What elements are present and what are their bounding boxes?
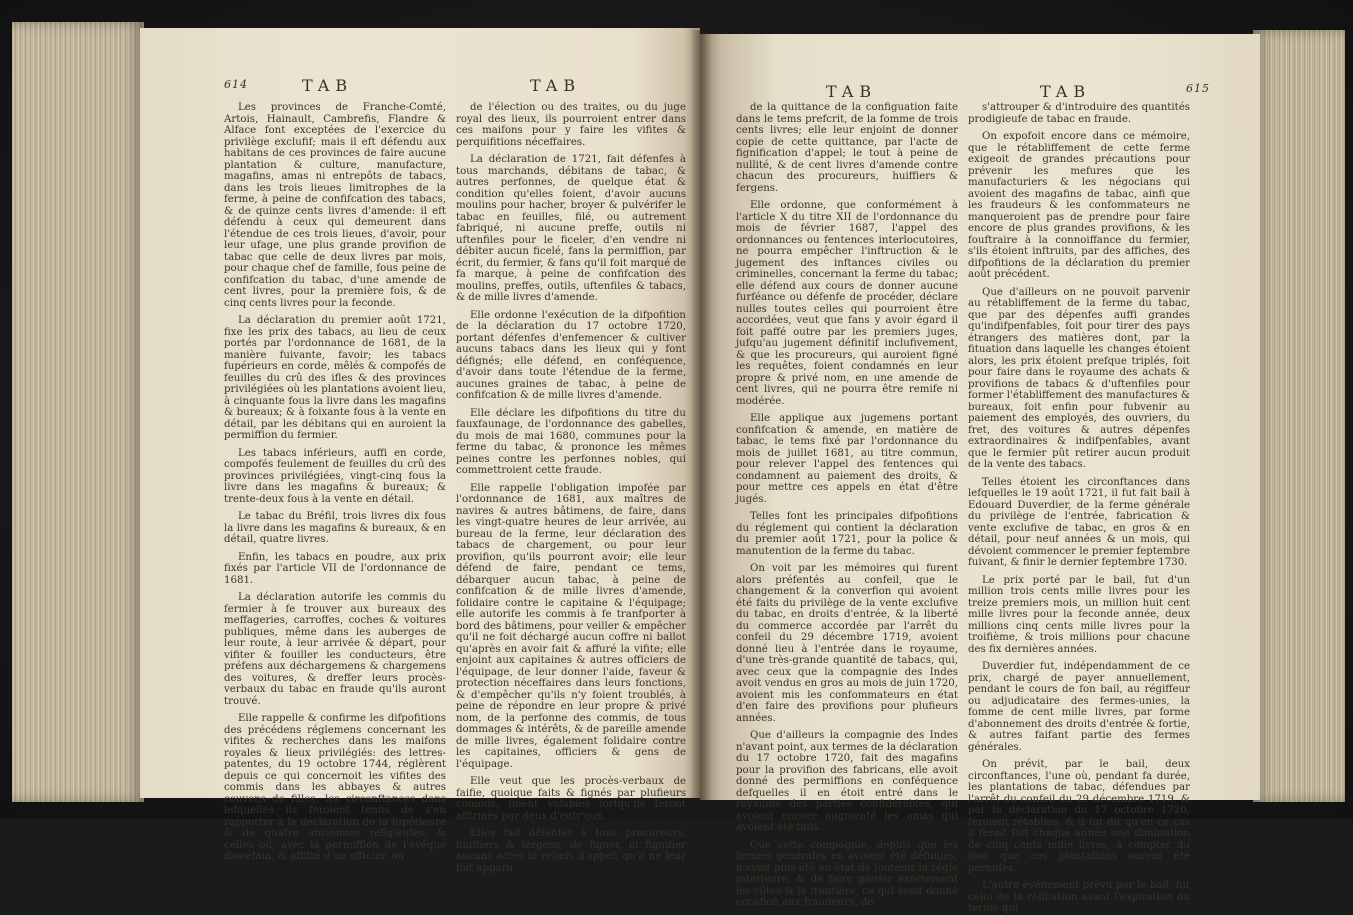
right-header-word-col1: TAB — [826, 82, 878, 101]
paragraph: Elle ordonne l'exécution de la difpofition de la déclaration du 17 octobre 1720, portant défenfes d'enfemencer & cultiver aucuns tabacs dans les lieux qui y font défignés; elle défend, en conféquence, d'avoir dans toute l'étendue de la ferme, aucunes graines de tabac, à peine de confifcation & de mille livres d'amende. — [456, 309, 686, 401]
paragraph: Le prix porté par le bail, fut d'un million trois cents mille livres pour les treize premiers mois, un million huit cent mille livres pour la feconde année, deux millions cinq cents mille livres pour la troifième, & trois millions pour chacune des fix dernières années. — [968, 574, 1190, 655]
left-header-word-col2: TAB — [530, 76, 582, 95]
right-page-number: 615 — [1186, 82, 1210, 95]
right-header-word-col2: TAB — [1040, 82, 1092, 101]
paragraph: L'autre événement prévu par le bail, fut celui de la réfiliation avant l'expiration du terme qui — [968, 880, 1190, 914]
left-page-number: 614 — [224, 78, 248, 91]
paragraph: On prévit, par le bail, deux circonftances, l'une où, pendant fa durée, les plantations de tabac, défendues par l'arrêt du confeil du 29 décembre 1719, & par la déclaration du 17 octobre 1720, feroient rétablies, & il fut dit qu'en ce cas il feroit fait chaque année une diminution de cinq cents mille livres, à compter du jour que ces plantations auront été permifes. — [968, 759, 1190, 874]
paragraph: Elle rappelle l'obligation impofée par l'ordonnance de 1681, aux maîtres de navires & autres bâtimens, de faire, dans les vingt-quatre heures de leur arrivée, au bureau de la ferme, leur déclaration des tabacs de chargement, ou pour leur provifion, qu'ils pourront avoir; elle leur défend de faire, pendant ce tems, débarquer aucun tabac, à peine de confifcation & de mille livres d'amende, folidaire contre le capitaine & l'équipage; elle autorife les commis à fe tranfporter à bord des bâtimens, pour veiller & empêcher qu'il ne foit déchargé aucun coffre ni ballot qu'après en avoir fait & affuré la vifite; elle enjoint aux capitaines & autres officiers de l'équipage, de leur donner l'aide, faveur & protection néceffaires dans leurs fonctions, & d'empêcher qu'ils n'y foient troublés, à peine de répondre en leur propre & privé nom, de la perfonne des commis, de tous dommages & intérêts, & de pareille amende de mille livres, également folidaire contre les capitaines, officiers & gens de l'équipage. — [456, 482, 686, 770]
right-page — [700, 34, 1260, 914]
paragraph: Elle veut que les procès-verbaux de faifie, quoique faits & fignés par plufieurs commis, foient valables lorfqu'ils feront affirmés par deux d'entr'eux. — [456, 776, 686, 822]
paragraph: de l'élection ou des traites, ou du juge royal des lieux, ils pourroient entrer dans ces maifons pour y faire les vifites & perquifitions néceffaires. — [456, 102, 686, 148]
left-header-word-col1: TAB — [302, 76, 354, 95]
left-page-column-1 — [224, 102, 446, 862]
paragraph: Que d'ailleurs on ne pouvoit parvenir au rétabliffement de la ferme du tabac, que par des dépenfes auffi grandes qu'indifpenfables, foit pour tirer des pays étrangers des matières dont, par la fituation dans laquelle les changes étoient alors, les prix étoient prefque triplés, foit pour faire dans le royaume des achats & provifions de tabacs & d'uftenfiles pour former l'établiffement des manufactures & bureaux, foit enfin pour fubvenir au paiement des employés, des ouvriers, du fret, des voitures & autres dépenfes extraordinaires & indifpenfables, avant que le fermier pût retirer aucun produit de la vente des tabacs. — [968, 286, 1190, 470]
paragraph: Elles fait défenfes à tous procureurs, huiffiers & fergens, de figner, ni fignifier aucuns actes ni reliefs d'appel, qu'il ne leur foit apparu — [456, 828, 686, 874]
paragraph: On expofoit encore dans ce mémoire, que le rétabliffement de cette ferme exigeoit de grandes précautions pour prévenir les mefures que les manufacturiers & les négocians qui avoient des magafins de tabac, ainfi que les fraudeurs & les confommateurs ne manqueroient pas de prendre pour faire encore de plus grandes provifions, & les fouftraire à la connoiffance du fermier, s'ils étoient inftruits, par des affiches, des difpofitions de la déclaration du premier août précédent. — [968, 131, 1190, 280]
paragraph: de la quittance de la configuation faite dans le tems prefcrit, de la fomme de trois cents livres; elle leur enjoint de donner copie de cette quittance, par l'acte de fignification d'appel; le tout à peine de nullité, & de cent livres d'amende contre chacun des procureurs, huiffiers & fergens. — [736, 102, 958, 194]
left-page-column-2 — [456, 102, 686, 874]
paragraph: La déclaration de 1721, fait défenfes à tous marchands, débitans de tabac, & autres perfonnes, de quelque état & condition qu'elles foient, d'avoir aucuns moulins pour hacher, broyer & pulvérifer le tabac en feuilles, filé, ou autrement fabriqué, ni aucune preffe, outils ni uftenfiles pour le ficeler, d'en vendre ni débiter aucun ficelé, fans la permiffion, par écrit, du fermier, & fans qu'il foit marqué de fa marque, à peine de confifcation des moulins, preffes, outils, uftenfiles & tabacs, & de mille livres d'amende. — [456, 154, 686, 303]
left-page-edges — [12, 22, 144, 802]
paragraph: Enfin, les tabacs en poudre, aux prix fixés par l'article VII de l'ordonnance de 1681. — [224, 551, 446, 586]
paragraph: Les tabacs inférieurs, auffi en corde, compofés feulement de feuilles du crû des provinces privilégiées, vingt-cinq fous la livre dans les magafins & bureaux; & trente-deux fous à la vente en détail. — [224, 447, 446, 505]
left-page — [140, 28, 700, 874]
paragraph: Elle déclare les difpofitions du titre du fauxfaunage, de l'ordonnance des gabelles, du mois de mai 1680, communes pour la ferme du tabac, & prononce les mêmes peines contre les perfonnes nobles, qui commettroient cette fraude. — [456, 407, 686, 476]
paragraph: Elle applique aux jugemens portant confifcation & amende, en matière de tabac, le tems fixé par l'ordonnance du mois de juillet 1681, au titre commun, pour relever l'appel des fentences qui condamnent au paiement des droits, & pour mettre ces appels en état d'être jugés. — [736, 413, 958, 505]
right-page-column-1 — [736, 102, 958, 908]
paragraph: Le tabac du Bréfil, trois livres dix fous la livre dans les magafins & bureaux, & en détail, quatre livres. — [224, 511, 446, 545]
left-page-header — [224, 76, 694, 100]
paragraph: s'attrouper & d'introduire des quantités prodigieufe de tabac en fraude. — [968, 102, 1190, 125]
paragraph: La déclaration autorife les commis du fermier à fe trouver aux bureaux des meffageries, carroffes, coches & voitures publiques, même dans les auberges de leur route, à leur arrivée & départ, pour vifiter & fouiller les conducteurs, être préfens aux déchargemens & chargemens des voitures, & dreffer leurs procès-verbaux du tabac en fraude qu'ils auront trouvé. — [224, 592, 446, 707]
paragraph: Que d'ailleurs la compagnie des Indes n'avant point, aux termes de la déclaration du 17 octobre 1720, fait des magafins pour la provifion des fabricans, elle avoit donné des permiffions en conféquence defquelles il en étoit entré dans le royaume des parties confidérables, qui avoient encore augmenté les amas qui avoient été faits. — [736, 730, 958, 833]
paragraph: Duverdier fut, indépendamment de ce prix, chargé de payer annuellement, pendant le cours de fon bail, au régiffeur ou adjudicataire des fermes-unies, la fomme de cent mille livres, par forme d'abonnement des droits d'entrée & fortie, & autres faifant partie des fermes générales. — [968, 661, 1190, 753]
paragraph: Que cette compagnie, depuis que les fermes générales en avoient été défunies, n'avoit plus été en état de foutenir la régie intérieure, & de faire garder exactement les côtes & la frontière, ce qui avoit donné occafion aux fraudeurs, de — [736, 839, 958, 908]
right-page-edges — [1253, 30, 1345, 802]
paragraph: On voit par les mémoires qui furent alors préfentés au confeil, que le changement & la converfion qui avoient été faits du privilège de la vente exclufive du tabac, en droits d'entrée, & la liberté du commerce accordée par l'arrêt du confeil du 29 décembre 1719, avoient donné lieu à l'entrée dans le royaume, d'une très-grande quantité de tabacs, qui, avec ceux que la compagnie des Indes avoit vendus en gros au mois de juin 1720, avoient mis les confommateurs en état d'en faire des provifions pour plufieurs années. — [736, 563, 958, 724]
paragraph: Elle ordonne, que conformément à l'article X du titre XII de l'ordonnance du mois de février 1687, l'appel des ordonnances ou fentences interlocutoires, ne pourra empêcher l'inftruction & le jugement des inftances civiles ou criminelles, concernant la ferme du tabac; elle défend aux cours de donner aucune furféance ou défenfe de procéder, déclare nulles toutes celles qui pourroient être accordées, veut que fans y avoir égard il foit paffé outre par les premiers juges, jufqu'au jugement définitif inclufivement, & que les procureurs, qui auroient figné les requêtes, foient condamnés en leur propre & privé nom, en une amende de cent livres, qui ne pourra être remife ni modérée. — [736, 200, 958, 407]
right-page-column-2 — [968, 102, 1190, 914]
paragraph: Telles étoient les circonftances dans lefquelles le 19 août 1721, il fut fait bail à Edouard Duverdier, de la ferme générale du privilège de l'entrée, fabrication & vente exclufive de tabac, en gros & en détail, pour neuf années & un mois, qui dévoient commencer le premier feptembre fuivant, & finir le dernier feptembre 1730. — [968, 476, 1190, 568]
paragraph: La déclaration du premier août 1721, fixe les prix des tabacs, au lieu de ceux portés par l'ordonnance de 1681, de la manière fuivante, favoir; les tabacs fupérieurs en corde, mêlés & compofés de feuilles du crû des ifles & des provinces privilégiées où les plantations avoient lieu, à cinquante fous la livre dans les magafins & bureaux; & à foixante fous à la vente en détail, par les débitans qui en auroient la permiffion du fermier. — [224, 315, 446, 441]
paragraph: Telles font les principales difpofitions du réglement qui contient la déclaration du premier août 1721, pour la police & manutention de la ferme du tabac. — [736, 511, 958, 557]
paragraph: Elle rappelle & confirme les difpofitions des précédens réglemens concernant les vifites & recherches dans les maifons royales & lieux privilégiés: des lettres-patentes, du 19 octobre 1744, réglèrent depuis ce qui concernoit les vifites des commis dans les abbayes & autres couvens de filles, les circonftances dans lefquelles ils feroient tenus de s'en rapporter à la déclaration de la fupérieure & de quatre anciennes religieufes, & celles où, avec la permiffion de l'évêque diocéfain, & affifté d'un officier, ou — [224, 713, 446, 862]
paragraph: Les provinces de Franche-Comté, Artois, Hainault, Cambrefis, Flandre & Alface font exceptées de l'exercice du privilège exclufif; mais il eft défendu aux habitans de ces provinces de faire aucune plantation & culture, manufacture, magafins, amas ni entrepôts de tabacs, dans les trois lieues limitrophes de la ferme, à peine de confifcation des tabacs, & de quinze cents livres d'amende: il eft défendu à ceux qui demeurent dans l'étendue de ces trois lieues, d'avoir, pour leur ufage, une plus grande provifion de tabac que celle de deux livres par mois, pour chaque chef de famille, fous peine de confifcation du tabac, d'une amende de cent livres, pour la première fois, & de cinq cents livres pour la feconde. — [224, 102, 446, 309]
book-gutter — [690, 30, 712, 800]
